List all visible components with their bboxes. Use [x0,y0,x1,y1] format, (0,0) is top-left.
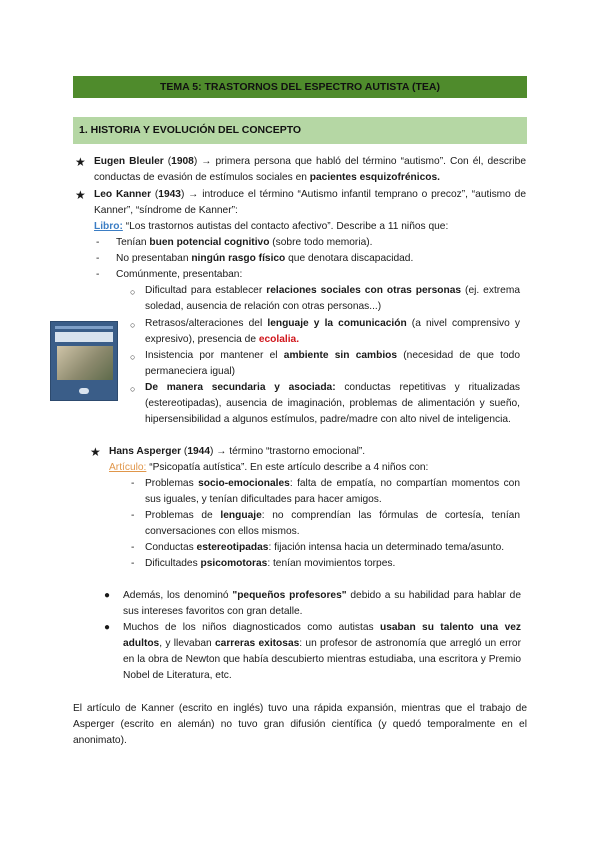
bleuler-year: 1908 [171,156,194,167]
list-item: Insistencia por mantener el ambiente sin cambios (necesidad de que todo permaneciera igual) [145,350,520,377]
dash-bullet: - [96,253,100,264]
page-title: TEMA 5: TRASTORNOS DEL ESPECTRO AUTISTA (TEA) [73,76,527,98]
list-item: Comúnmente, presentaban: [116,269,243,280]
list-item: No presentaban ningún rasgo físico que denotara discapacidad. [116,253,414,264]
star-bullet-icon: ★ [75,155,86,169]
circle-bullet-icon: ○ [130,384,136,394]
section-heading: 1. HISTORIA Y EVOLUCIÓN DEL CONCEPTO [73,117,527,144]
closing-paragraph: El artículo de Kanner (escrito en inglés) tuvo una rápida expansión, mientras que el trabajo de Asperger (escrito en alemán) no tuvo gran difusión científica (y quedó temporalmente en el anonimato). [73,703,527,746]
dash-bullet: - [131,478,135,489]
list-item: Dificultades psicomotoras: tenían movimientos torpes. [145,558,396,569]
star-bullet-icon: ★ [75,188,86,202]
dash-bullet: - [96,269,100,280]
article-link[interactable]: Artículo: [109,462,147,473]
list-item: Dificultad para establecer relaciones sociales con otras personas (ej. extrema soledad, ausencia de relación con otras personas...) [145,285,520,312]
dash-bullet: - [96,237,100,248]
book-link[interactable]: Libro: [94,221,123,232]
dash-bullet: - [131,558,135,569]
list-item: Problemas de lenguaje: no comprendían las fórmulas de cortesía, tenían conversaciones con ellos mismos. [145,510,520,537]
list-item: Muchos de los niños diagnosticados como autistas usaban su talento una vez adultos, y llevaban carreras exitosas: un profesor de astronomía que arregló un error en la obra de Newton que había descubierto mientras estudiaba, una escritora y Premio Nobel de Literatura, etc. [123,622,521,681]
dash-bullet: - [131,510,135,521]
bleuler-paragraph: Eugen Bleuler (1908) → primera persona que habló del término “autismo”. Con él, describe conductas de evasión de estímulos sociales en pacientes esquizofrénicos. [94,156,527,183]
list-item: Tenían buen potencial cognitivo (sobre todo memoria). [116,237,373,248]
bleuler-name: Eugen Bleuler [94,156,164,167]
list-item: Problemas socio-emocionales: falta de empatía, no compartían momentos con sus iguales, y tenían dificultades para hacer amigos. [145,478,520,505]
list-item: Conductas estereotipadas: fijación intensa hacia un determinado tema/asunto. [145,542,505,553]
circle-bullet-icon: ○ [130,352,136,362]
asperger-paragraph: Hans Asperger (1944) → término “trastorno emocional”. [109,446,366,457]
book-cover-image [50,321,118,401]
kanner-paragraph: Leo Kanner (1943) → introduce el término “Autismo infantil temprano o precoz”, “autismo de Kanner”, “síndrome de Kanner”: [94,189,526,216]
circle-bullet-icon: ○ [130,287,136,297]
list-item: Retrasos/alteraciones del lenguaje y la comunicación (a nivel comprensivo y expresivo), presencia de ecolalia. [145,318,520,345]
dot-bullet-icon: ● [104,590,111,601]
asperger-article-line: Artículo: “Psicopatía autística”. En este artículo describe a 4 niños con: [109,462,429,473]
circle-bullet-icon: ○ [130,320,136,330]
dot-bullet-icon: ● [104,622,111,633]
kanner-book-line: Libro: “Los trastornos autistas del contacto afectivo”. Describe a 11 niños que: [94,221,449,232]
dash-bullet: - [131,542,135,553]
list-item: De manera secundaria y asociada: conductas repetitivas y ritualizadas (estereotipadas), ausencia de imaginación, problemas de alimentación y sueño, hipersensibilidad a algunos estímulos, padre/madre con alto nivel de inteligencia. [145,382,520,425]
star-bullet-icon: ★ [90,445,101,459]
list-item: Además, los denominó "pequeños profesores" debido a su habilidad para hablar de sus intereses favoritos con gran detalle. [123,590,522,617]
